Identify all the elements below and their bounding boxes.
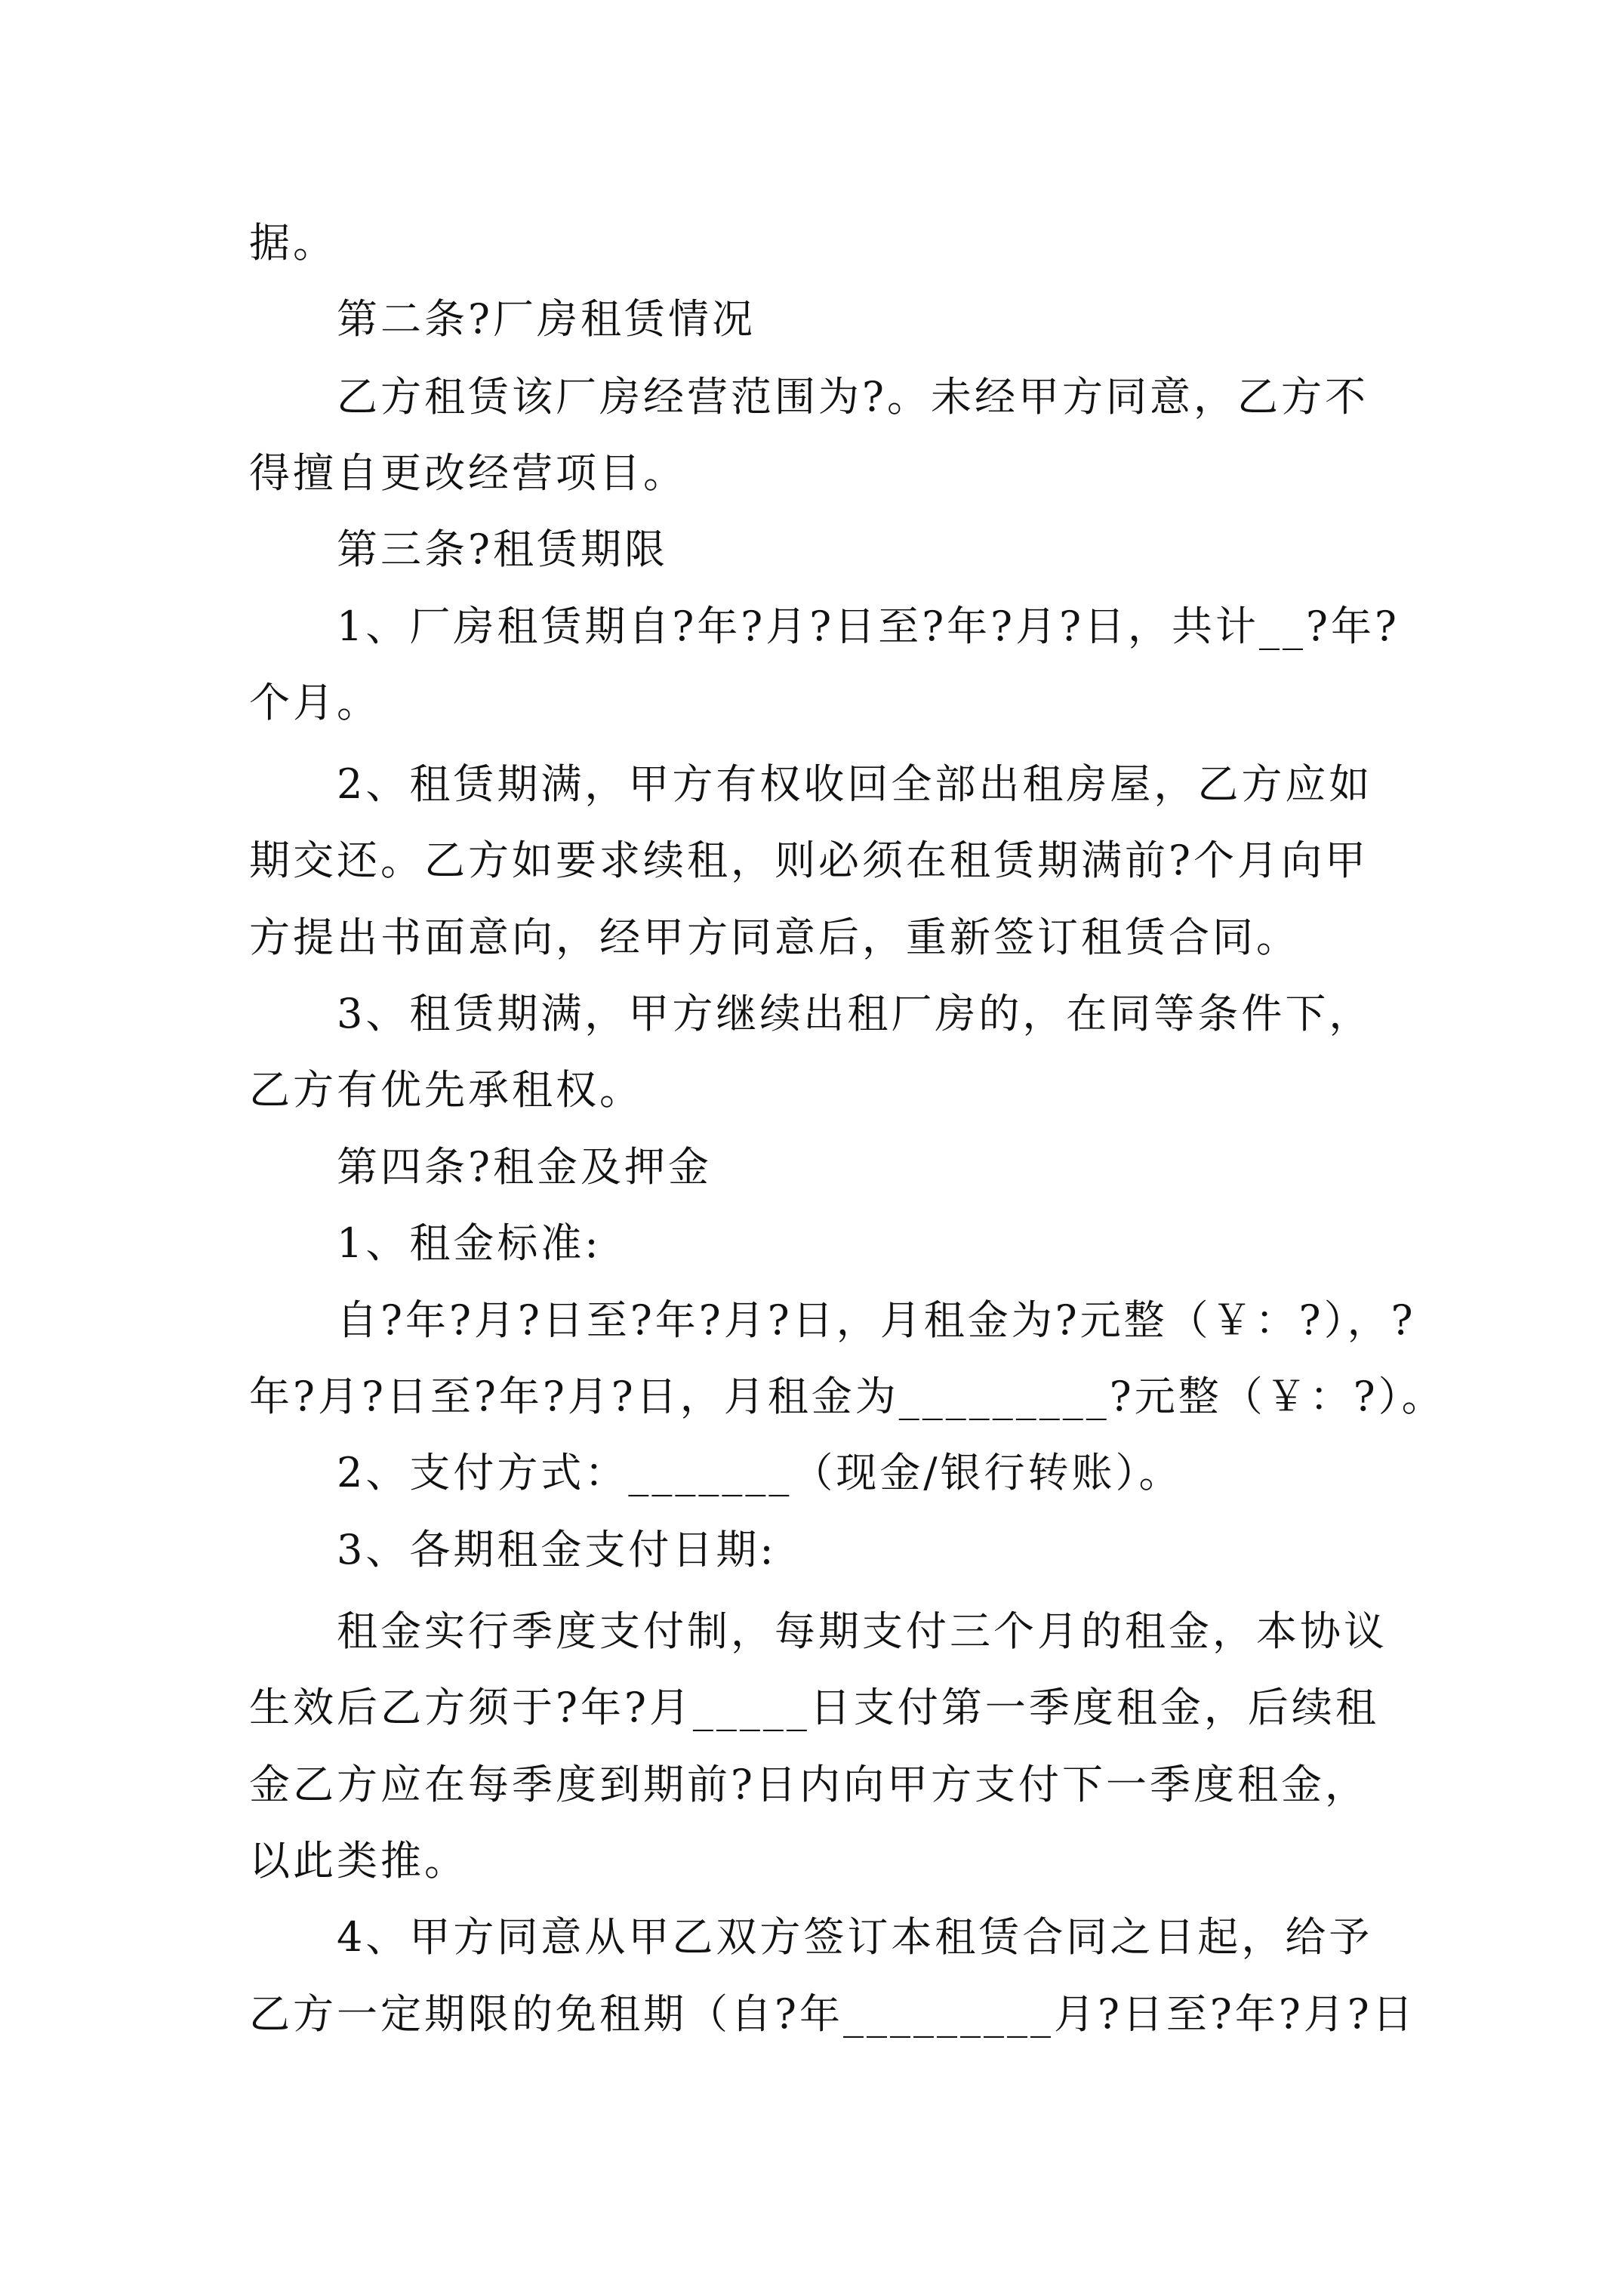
paragraph-line: 据。 xyxy=(249,219,337,267)
article-heading: 第三条?租赁期限 xyxy=(337,525,668,573)
paragraph-line: 乙方有优先承租权。 xyxy=(249,1066,643,1114)
paragraph-line: 得擅自更改经营项目。 xyxy=(249,449,687,497)
paragraph-line: 3、各期租金支付日期: xyxy=(337,1526,777,1573)
paragraph-line: 金乙方应在每季度到期前?日内向甲方支付下一季度租金， xyxy=(249,1761,1369,1808)
paragraph-line: 1、厂房租赁期自?年?月?日至?年?月?日，共计__?年? xyxy=(337,603,1400,650)
article-heading: 第二条?厂房租赁情况 xyxy=(337,295,756,343)
paragraph-line: 2、租赁期满，甲方有权收回全部出租房屋，乙方应如 xyxy=(337,760,1373,808)
paragraph-line: 期交还。乙方如要求续租，则必须在租赁期满前?个月向甲 xyxy=(249,837,1369,884)
paragraph-line: 个月。 xyxy=(249,679,380,726)
paragraph-line: 方提出书面意向，经甲方同意后，重新签订租赁合同。 xyxy=(249,914,1300,961)
paragraph-line: 乙方一定期限的免租期（自?年_________月?日至?年?月?日 xyxy=(249,1990,1416,2038)
paragraph-line: 自?年?月?日至?年?月?日，月租金为?元整（￥：?），? xyxy=(337,1296,1416,1344)
paragraph-line: 2、支付方式：_______（现金/银行转账）。 xyxy=(337,1449,1183,1496)
paragraph-line: 乙方租赁该厂房经营范围为?。未经甲方同意，乙方不 xyxy=(337,373,1369,421)
paragraph-line: 生效后乙方须于?年?月_____日支付第一季度租金，后续租 xyxy=(249,1684,1379,1731)
paragraph-line: 租金实行季度支付制，每期支付三个月的租金，本协议 xyxy=(337,1607,1387,1655)
paragraph-line: 以此类推。 xyxy=(249,1837,468,1885)
paragraph-line: 年?月?日至?年?月?日，月租金为_________?元整（￥：?）。 xyxy=(249,1373,1446,1420)
paragraph-line: 4、甲方同意从甲乙双方签订本租赁合同之日起，给予 xyxy=(337,1913,1373,1961)
paragraph-line: 1、租金标准: xyxy=(337,1219,602,1267)
article-heading: 第四条?租金及押金 xyxy=(337,1143,712,1191)
paragraph-line: 3、租赁期满，甲方继续出租厂房的，在同等条件下， xyxy=(337,990,1373,1037)
